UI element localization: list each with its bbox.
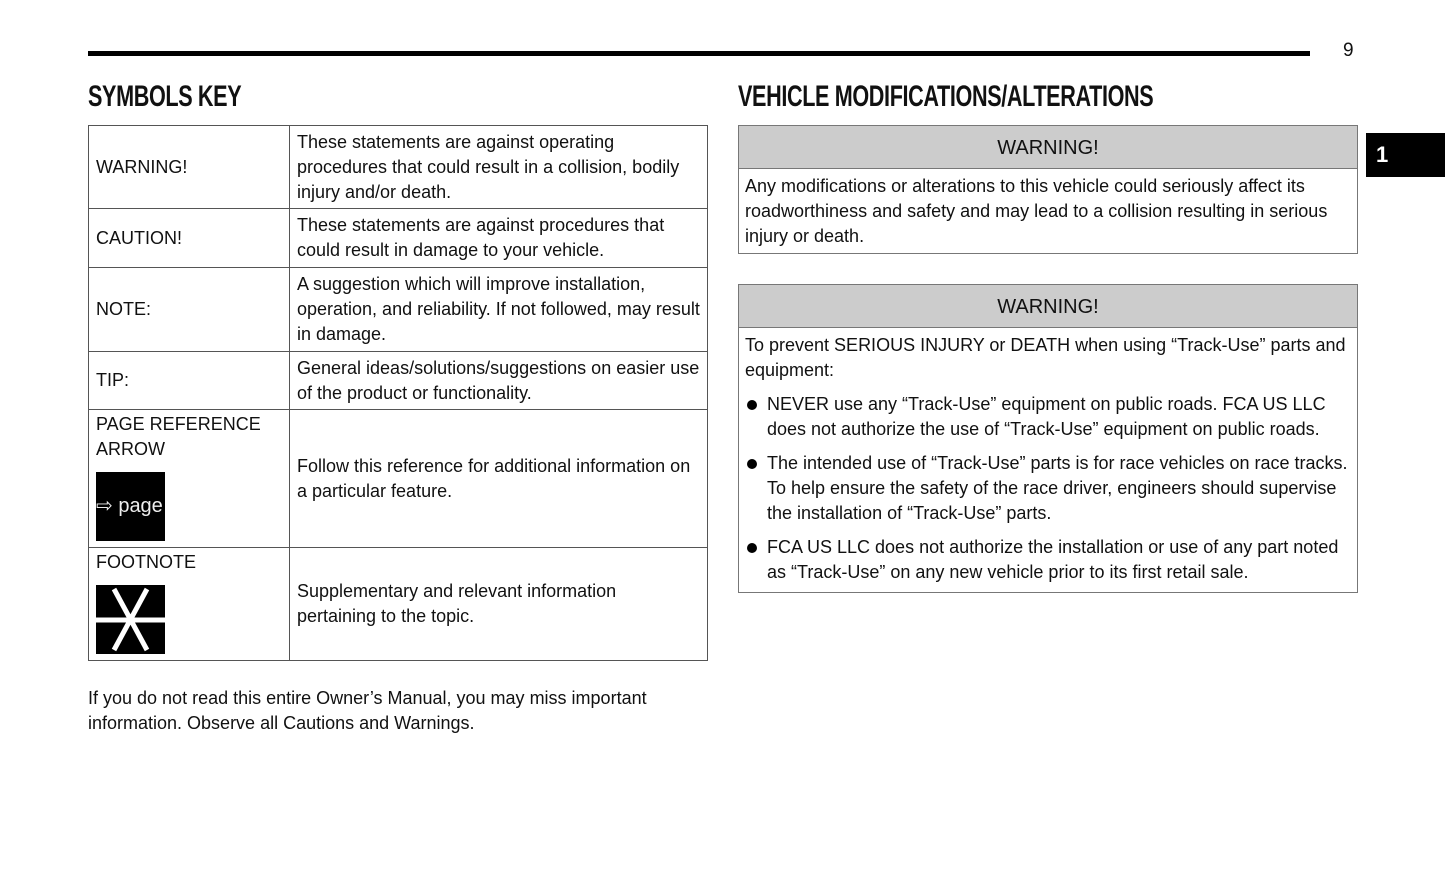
table-row bbox=[89, 126, 708, 209]
footnote-icon bbox=[96, 585, 165, 654]
symbol-desc: These statements are against procedures that could result in damage to your vehicle. bbox=[290, 209, 708, 268]
table-row bbox=[89, 209, 708, 268]
warning-bullet: The intended use of “Track-Use” parts is for race vehicles on race tracks. To help ensure the safety of the race driver, engineers should supervise the installation of “Track-Use” parts. bbox=[745, 451, 1351, 526]
warning-title: WARNING! bbox=[739, 285, 1357, 328]
warning-title: WARNING! bbox=[739, 126, 1357, 169]
manual-note: If you do not read this entire Owner’s Manual, you may miss important information. Observe all Cautions and Warnings. bbox=[88, 688, 647, 733]
warning-bullet: NEVER use any “Track-Use” equipment on public roads. FCA US LLC does not authorize the use of “Track-Use” equipment on public roads. bbox=[745, 392, 1351, 442]
symbol-key: CAUTION! bbox=[89, 209, 290, 268]
symbol-desc: These statements are against operating procedures that could result in a collision, bodily injury and/or death. bbox=[290, 126, 708, 209]
symbol-desc: A suggestion which will improve installation, operation, and reliability. If not followed, may result in damage. bbox=[290, 268, 708, 352]
symbols-table bbox=[88, 125, 708, 661]
symbol-key: NOTE: bbox=[89, 268, 290, 352]
table-row bbox=[89, 352, 708, 410]
table-row bbox=[89, 410, 708, 548]
table-row bbox=[89, 548, 708, 661]
symbol-key: WARNING! bbox=[89, 126, 290, 209]
warning-box-modifications bbox=[738, 125, 1358, 254]
warning-bullet: FCA US LLC does not authorize the installation or use of any part noted as “Track-Use” on any new vehicle prior to its first retail sale. bbox=[745, 535, 1351, 585]
symbol-desc: General ideas/solutions/suggestions on easier use of the product or functionality. bbox=[290, 352, 708, 410]
symbol-desc: Supplementary and relevant information pertaining to the topic. bbox=[290, 548, 708, 661]
symbol-key: FOOTNOTE bbox=[96, 552, 196, 572]
symbol-key: TIP: bbox=[89, 352, 290, 410]
symbol-key: PAGE REFERENCE ARROW bbox=[96, 414, 261, 459]
symbol-desc: Follow this reference for additional information on a particular feature. bbox=[290, 410, 708, 548]
warning-body: Any modifications or alterations to this vehicle could seriously affect its roadworthiness and safety and may lead to a collision resulting in serious injury or death. bbox=[745, 176, 1328, 246]
warning-box-track-use bbox=[738, 284, 1358, 593]
warning-intro: To prevent SERIOUS INJURY or DEATH when using “Track-Use” parts and equipment: bbox=[745, 335, 1346, 380]
symbols-key-heading: SYMBOLS KEY bbox=[88, 80, 242, 113]
page-number: 9 bbox=[1343, 40, 1354, 61]
section-tab: 1 bbox=[1366, 133, 1445, 177]
vehicle-modifications-heading: VEHICLE MODIFICATIONS/ALTERATIONS bbox=[738, 80, 1154, 113]
header-rule bbox=[88, 51, 1310, 56]
page-reference-arrow-icon: ⇨ page bbox=[96, 472, 165, 541]
table-row bbox=[89, 268, 708, 352]
